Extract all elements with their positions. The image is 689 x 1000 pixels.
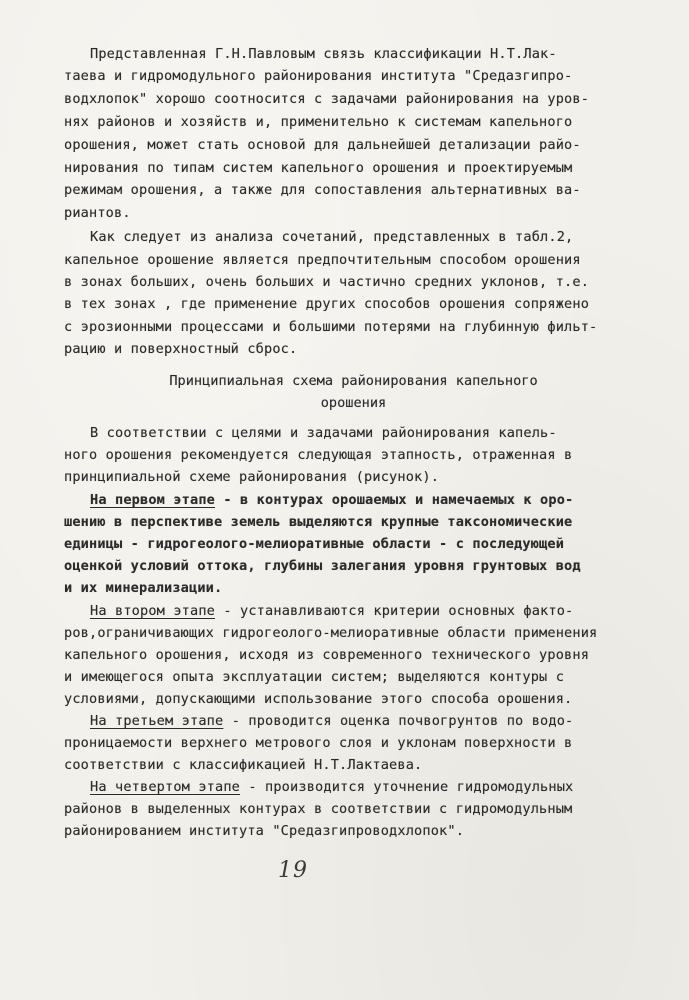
paragraph1-line-1: Представленная Г.Н.Павловым связь классификации Н.Т.Лак-: [90, 46, 557, 62]
paragraph3-line-1: В соответствии с целями и задачами районирования капель-: [90, 425, 557, 441]
stage4-line-1: [90, 779, 573, 796]
paragraph2-line-2: капельное орошение является предпочтительным способом орошения: [64, 252, 581, 268]
paragraph2-line-3: в зонах больших, очень больших и частично средних уклонов, т.е.: [64, 274, 590, 290]
stage3-line-3: соответствии с классификацией Н.Т.Лактаева.: [64, 757, 423, 773]
paragraph3-line-3: принципиальной схеме районирования (рисунок).: [64, 469, 440, 485]
paragraph1-line-6: нирования по типам систем капельного орошения и проектируемым: [64, 160, 573, 176]
stage2-line-1-text: - устанавливаются критерии основных факто-: [215, 603, 574, 619]
stage1-line-1-text: - в контурах орошаемых и намечаемых к оро-: [215, 492, 574, 508]
stage2-line-4: и имеющегося опыта эксплуатации систем; выделяются контуры с: [64, 669, 565, 685]
stage4-label: На четвертом этапе: [90, 779, 241, 795]
paragraph2-line-1: Как следует из анализа сочетаний, представленных в табл.2,: [90, 229, 574, 245]
stage1-line-3: единицы - гидрогеолого-мелиоративные области - с последующей: [64, 536, 565, 552]
paragraph1-line-8: риантов.: [64, 205, 131, 221]
page-number: 19: [278, 858, 308, 883]
section-heading-line-2: орошения: [320, 395, 387, 411]
stage1-line-4: оценкой условий оттока, глубины залегания уровня грунтовых вод: [64, 558, 581, 574]
stage2-label: На втором этапе: [90, 603, 216, 619]
stage1-line-1: [90, 492, 573, 509]
stage2-line-1: [90, 603, 573, 620]
stage1-label: На первом этапе: [90, 492, 216, 508]
paragraph1-line-3: водхлопок" хорошо соотносится с задачами районирования на уров-: [64, 91, 590, 107]
paragraph3-line-2: ного орошения рекомендуется следующая этапность, отраженная в: [64, 447, 573, 463]
stage4-line-2: районов в выделенных контурах в соответствии с гидромодульным: [64, 801, 573, 817]
stage3-line-2: проницаемости верхнего метрового слоя и уклонам поверхности в: [64, 735, 573, 751]
stage2-line-3: капельного орошения, исходя из современного технического уровня: [64, 647, 590, 663]
stage2-line-5: условиями, допускающими использование этого способа орошения.: [64, 691, 573, 707]
paragraph1-line-4: нях районов и хозяйств и, применительно к системам капельного: [64, 114, 573, 130]
paragraph1-line-2: таева и гидромодульного районирования института "Средазгипро-: [64, 68, 573, 84]
paragraph2-line-5: с эрозионными процессами и большими потерями на глубинную фильт-: [64, 319, 598, 335]
stage1-line-2: шению в перспективе земель выделяются крупные таксономические: [64, 514, 573, 530]
paragraph1-line-7: режимам орошения, а также для сопоставления альтернативных ва-: [64, 182, 581, 198]
stage4-line-1-text: - производится уточнение гидромодульных: [240, 779, 574, 795]
stage2-line-2: ров,ограничивающих гидрогеолого-мелиоративные области применения: [64, 625, 598, 641]
stage4-line-3: районированием института "Средазгипроводхлопок".: [64, 823, 465, 839]
stage3-line-1-text: - проводится оценка почвогрунтов по водо-: [223, 713, 574, 729]
stage3-line-1: [90, 713, 573, 730]
paragraph2-line-6: рацию и поверхностный сброс.: [64, 341, 298, 357]
stage1-line-5: и их минерализации.: [64, 580, 223, 596]
stage3-label: На третьем этапе: [90, 713, 224, 729]
section-heading-line-1: Принципиальная схема районирования капельного: [169, 373, 538, 389]
paragraph1-line-5: орошения, может стать основой для дальнейшей детализации райо-: [64, 137, 581, 153]
paragraph2-line-4: в тех зонах , где применение других способов орошения сопряжено: [64, 296, 590, 312]
